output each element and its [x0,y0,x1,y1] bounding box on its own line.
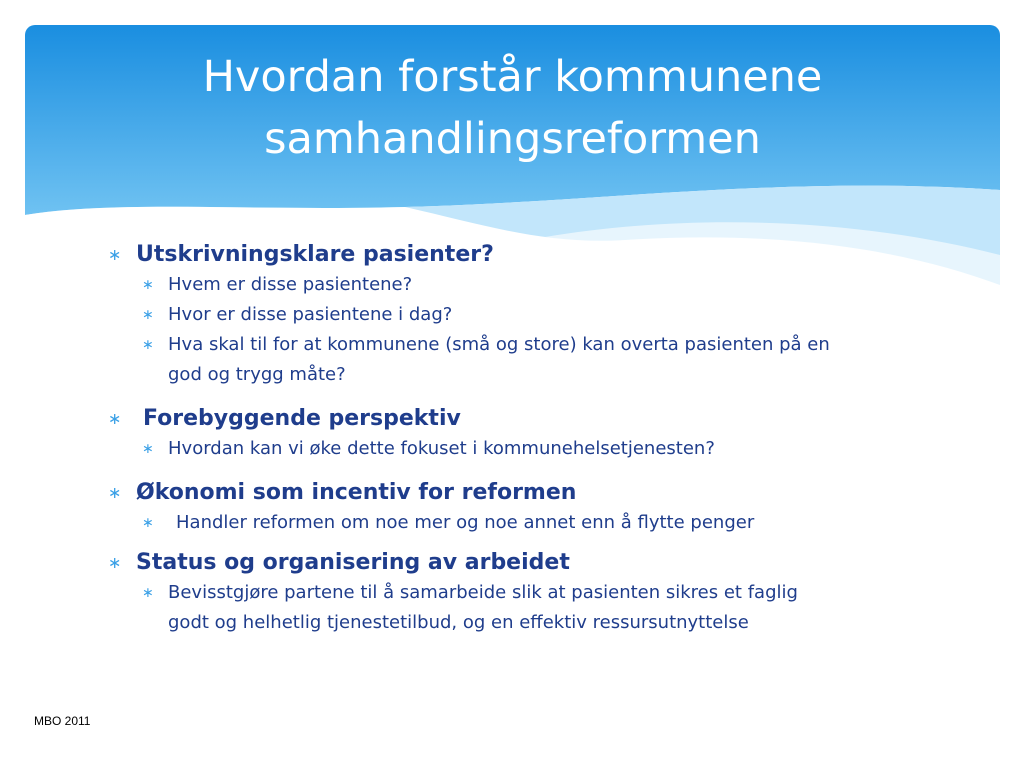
sub-item-continuation [108,360,988,390]
bullet-list [108,240,988,638]
heading-text: Økonomi som incentiv for reformen [136,480,577,505]
heading-text: Utskrivningsklare pasienter? [136,242,494,267]
sub-item [108,578,988,608]
title-line-1: Hvordan forstår kommunene [202,52,823,102]
sub-item-text: Handler reformen om noe mer og noe annet enn å flytte penger [176,512,755,533]
bullet-icon: ∗ [142,441,154,457]
sub-item-text: godt og helhetlig tjenestetilbud, og en effektiv ressursutnyttelse [168,612,749,633]
sub-item-text: Hvordan kan vi øke dette fokuset i kommunehelsetjenesten? [168,438,715,459]
bullet-icon: ∗ [108,409,122,428]
sub-item [108,434,988,464]
bullet-icon: ∗ [108,553,122,572]
bullet-icon: ∗ [142,337,154,353]
sub-item-text: Hva skal til for at kommunene (små og store) kan overta pasienten på en [168,334,830,355]
sub-item [108,300,988,330]
bullet-icon: ∗ [142,307,154,323]
bullet-icon: ∗ [142,585,154,601]
sub-item-continuation [108,608,988,638]
slide-title [25,46,1000,170]
bullet-icon: ∗ [108,245,122,264]
section-heading-utskrivningsklare [108,240,988,270]
heading-text: Status og organisering av arbeidet [136,550,570,575]
sub-item [108,270,988,300]
bullet-icon: ∗ [108,483,122,502]
bullet-icon: ∗ [142,277,154,293]
section-heading-status [108,548,988,578]
bullet-icon: ∗ [142,515,154,531]
sub-item-text: god og trygg måte? [168,364,346,385]
sub-item [108,330,988,360]
sub-item-text: Bevisstgjøre partene til å samarbeide slik at pasienten sikres et faglig [168,582,798,603]
title-line-2: samhandlingsreformen [264,114,761,164]
footer-label: MBO 2011 [34,714,91,728]
section-heading-forebyggende [108,404,988,434]
section-heading-okonomi [108,478,988,508]
sub-item [108,508,988,538]
sub-item-text: Hvor er disse pasientene i dag? [168,304,453,325]
heading-text: Forebyggende perspektiv [143,406,461,431]
sub-item-text: Hvem er disse pasientene? [168,274,413,295]
